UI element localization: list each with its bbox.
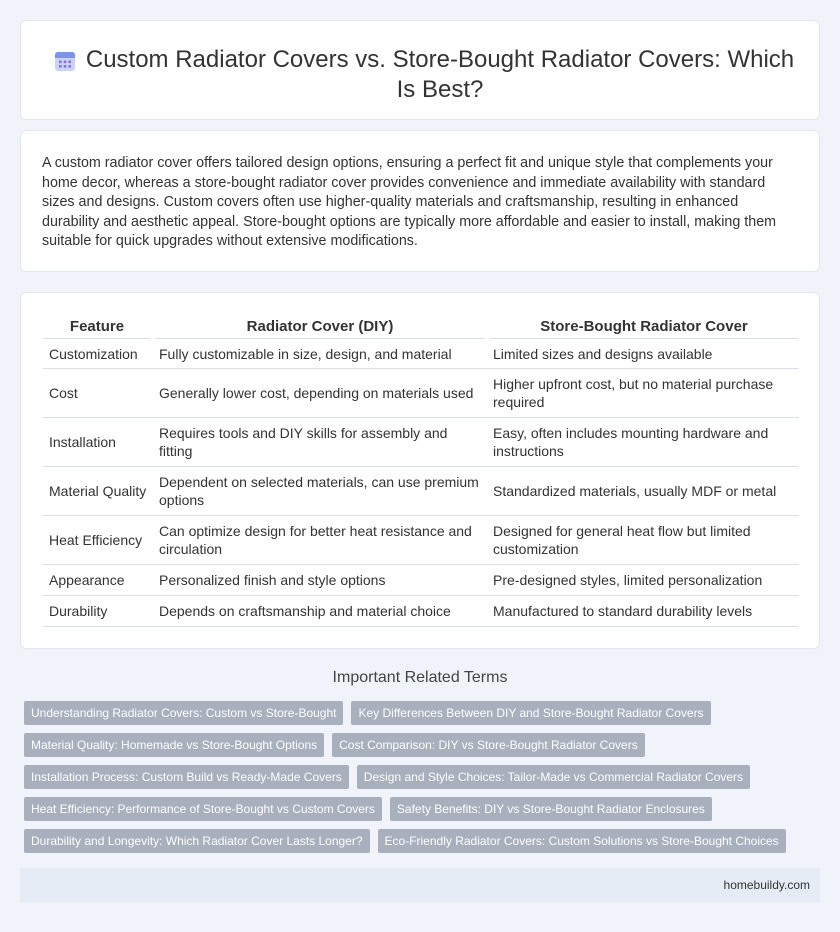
feature-cell: Cost [43,369,153,418]
tag-row [24,701,824,725]
header-store-bought: Store-Bought Radiator Cover [487,313,799,339]
header-diy: Radiator Cover (DIY) [153,313,487,339]
table-header-row [43,313,799,339]
feature-cell: Material Quality [43,467,153,516]
store-bought-cell: Limited sizes and designs available [487,339,799,369]
related-term-tag[interactable]: Heat Efficiency: Performance of Store-Bought vs Custom Covers [24,797,382,821]
footer [20,868,820,902]
store-bought-cell: Standardized materials, usually MDF or metal [487,467,799,516]
tag-row [24,733,824,757]
table-row [43,467,799,516]
table-row [43,596,799,627]
intro-paragraph: A custom radiator cover offers tailored design options, ensuring a perfect fit and unique style that complements your home decor, whereas a store-bought radiator cover provides convenience and immediate availability with standard sizes and designs. Custom covers often use higher-quality materials and craftsmanship, resulting in enhanced durability and aesthetic appeal. Store-bought options are typically more affordable and easier to install, making them suitable for quick upgrades without extensive modifications. [42,155,777,250]
feature-cell: Durability [43,596,153,627]
related-term-tag[interactable]: Key Differences Between DIY and Store-Bought Radiator Covers [351,701,710,725]
diy-cell: Fully customizable in size, design, and material [153,339,487,369]
table-row [43,369,799,418]
related-term-tag[interactable]: Safety Benefits: DIY vs Store-Bought Radiator Enclosures [390,797,712,821]
table-row [43,339,799,369]
feature-cell: Appearance [43,565,153,596]
diy-cell: Can optimize design for better heat resistance and circulation [153,516,487,565]
table-row [43,565,799,596]
related-term-tag[interactable]: Cost Comparison: DIY vs Store-Bought Radiator Covers [332,733,645,757]
related-term-tag[interactable]: Understanding Radiator Covers: Custom vs Store-Bought [24,701,343,725]
tag-row [24,797,824,821]
related-term-tag[interactable]: Installation Process: Custom Build vs Ready-Made Covers [24,765,349,789]
comparison-table-card [20,292,820,649]
intro-card [20,130,820,272]
feature-cell: Heat Efficiency [43,516,153,565]
feature-cell: Customization [43,339,153,369]
related-term-tag[interactable]: Eco-Friendly Radiator Covers: Custom Solutions vs Store-Bought Choices [378,829,786,853]
tag-row [24,765,824,789]
related-term-tag[interactable]: Material Quality: Homemade vs Store-Bought Options [24,733,324,757]
tag-row [24,829,824,853]
store-bought-cell: Easy, often includes mounting hardware and instructions [487,418,799,467]
table-row [43,516,799,565]
store-bought-cell: Higher upfront cost, but no material purchase required [487,369,799,418]
related-terms-title: Important Related Terms [332,669,508,686]
related-term-tag[interactable]: Design and Style Choices: Tailor-Made vs Commercial Radiator Covers [357,765,750,789]
store-bought-cell: Designed for general heat flow but limited customization [487,516,799,565]
diy-cell: Generally lower cost, depending on materials used [153,369,487,418]
diy-cell: Requires tools and DIY skills for assembly and fitting [153,418,487,467]
feature-cell: Installation [43,418,153,467]
calendar-icon [53,49,77,73]
store-bought-cell: Pre-designed styles, limited personalization [487,565,799,596]
table-row [43,418,799,467]
footer-site-name[interactable]: homebuildy.com [723,878,810,892]
store-bought-cell: Manufactured to standard durability levels [487,596,799,627]
header-feature: Feature [43,313,153,339]
related-terms-tags [24,701,824,861]
comparison-table [43,313,799,627]
diy-cell: Personalized finish and style options [153,565,487,596]
page-title: Custom Radiator Covers vs. Store-Bought Radiator Covers: Which Is Best? [85,46,795,103]
diy-cell: Dependent on selected materials, can use premium options [153,467,487,516]
related-term-tag[interactable]: Durability and Longevity: Which Radiator Cover Lasts Longer? [24,829,370,853]
header-card [20,20,820,120]
diy-cell: Depends on craftsmanship and material choice [153,596,487,627]
